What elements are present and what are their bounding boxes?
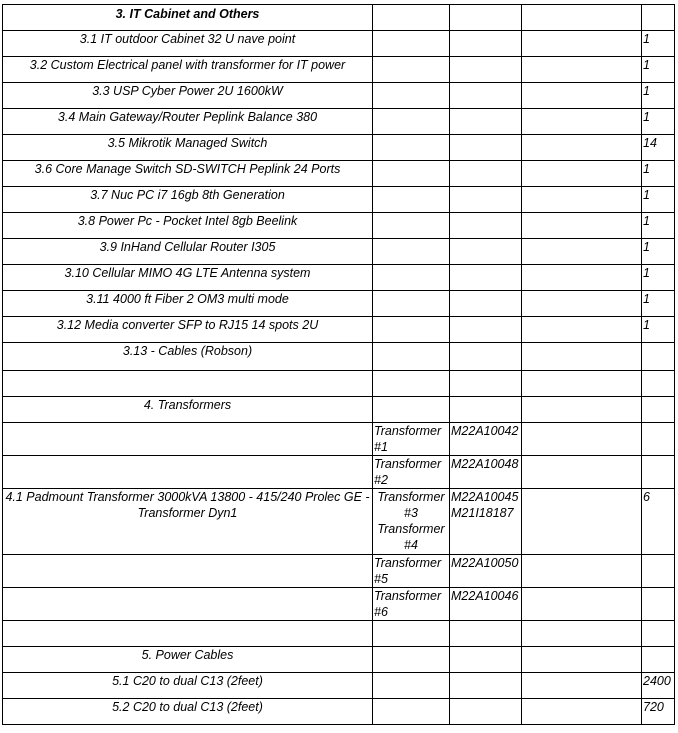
empty-cell — [450, 371, 522, 397]
item-description: 3.12 Media converter SFP to RJ15 14 spots 2U — [3, 317, 373, 343]
empty-cell — [3, 423, 373, 456]
unit-label-line: Transformer — [374, 589, 442, 603]
unit-label-line: Transformer — [374, 457, 442, 471]
table-row — [3, 187, 675, 213]
empty-cell — [450, 239, 522, 265]
item-quantity: 2400 — [642, 673, 675, 699]
table-row — [3, 699, 675, 725]
item-description: 3.2 Custom Electrical panel with transformer for IT power — [3, 57, 373, 83]
item-description: 5.2 C20 to dual C13 (2feet) — [3, 699, 373, 725]
item-description: 3.5 Mikrotik Managed Switch — [3, 135, 373, 161]
empty-cell — [522, 489, 642, 555]
empty-cell — [450, 5, 522, 31]
table-row — [3, 83, 675, 109]
serial-number: M21I18187 — [451, 506, 514, 520]
empty-cell — [642, 397, 675, 423]
empty-cell — [450, 621, 522, 647]
unit-label — [373, 588, 450, 621]
empty-cell — [642, 588, 675, 621]
empty-cell — [522, 397, 642, 423]
item-quantity: 1 — [642, 109, 675, 135]
empty-cell — [522, 135, 642, 161]
item-quantity: 1 — [642, 239, 675, 265]
item-description: 3.3 USP Cyber Power 2U 1600kW — [3, 83, 373, 109]
empty-cell — [522, 647, 642, 673]
table-row — [3, 555, 675, 588]
empty-cell — [373, 213, 450, 239]
section-title: 5. Power Cables — [3, 647, 373, 673]
item-quantity: 1 — [642, 213, 675, 239]
item-description: 3.1 IT outdoor Cabinet 32 U nave point — [3, 31, 373, 57]
empty-cell — [3, 456, 373, 489]
empty-cell — [373, 647, 450, 673]
item-quantity: 1 — [642, 317, 675, 343]
empty-cell — [642, 371, 675, 397]
empty-cell — [3, 371, 373, 397]
empty-cell — [373, 5, 450, 31]
empty-cell — [522, 5, 642, 31]
empty-cell — [522, 699, 642, 725]
empty-cell — [450, 109, 522, 135]
inventory-table — [2, 4, 675, 725]
table-row — [3, 161, 675, 187]
serial-number: M22A10042 — [450, 423, 522, 456]
empty-cell — [450, 83, 522, 109]
empty-cell — [522, 291, 642, 317]
item-quantity — [642, 343, 675, 371]
empty-cell — [642, 423, 675, 456]
section-title: 4. Transformers — [3, 397, 373, 423]
empty-cell — [522, 621, 642, 647]
empty-cell — [373, 161, 450, 187]
unit-label — [373, 423, 450, 456]
unit-label-line: Transformer — [374, 424, 442, 438]
empty-cell — [522, 317, 642, 343]
table-row — [3, 213, 675, 239]
empty-cell — [3, 555, 373, 588]
table-row — [3, 31, 675, 57]
empty-cell — [522, 161, 642, 187]
empty-cell — [522, 57, 642, 83]
empty-cell — [642, 5, 675, 31]
item-description: 3.10 Cellular MIMO 4G LTE Antenna system — [3, 265, 373, 291]
table-row — [3, 135, 675, 161]
empty-cell — [373, 317, 450, 343]
item-quantity: 1 — [642, 83, 675, 109]
item-quantity: 1 — [642, 57, 675, 83]
item-quantity: 1 — [642, 31, 675, 57]
empty-cell — [450, 57, 522, 83]
empty-cell — [450, 699, 522, 725]
item-quantity: 1 — [642, 291, 675, 317]
empty-cell — [450, 317, 522, 343]
serial-number: M22A10048 — [450, 456, 522, 489]
empty-cell — [373, 673, 450, 699]
empty-cell — [3, 588, 373, 621]
empty-cell — [450, 647, 522, 673]
empty-cell — [373, 291, 450, 317]
empty-cell — [373, 397, 450, 423]
empty-cell — [522, 371, 642, 397]
unit-number: #1 — [374, 440, 388, 454]
unit-label-line: Transformer — [377, 522, 445, 536]
empty-cell — [522, 187, 642, 213]
empty-cell — [3, 621, 373, 647]
table-row — [3, 291, 675, 317]
empty-cell — [642, 555, 675, 588]
empty-cell — [450, 265, 522, 291]
empty-cell — [522, 456, 642, 489]
item-quantity: 1 — [642, 265, 675, 291]
unit-number: #3 — [404, 506, 418, 520]
unit-label — [373, 489, 450, 555]
empty-cell — [522, 423, 642, 456]
table-row — [3, 343, 675, 371]
empty-cell — [450, 187, 522, 213]
table-row — [3, 109, 675, 135]
empty-cell — [373, 371, 450, 397]
empty-cell — [450, 291, 522, 317]
empty-cell — [522, 109, 642, 135]
empty-cell — [522, 673, 642, 699]
unit-number: #4 — [404, 538, 418, 552]
table-row — [3, 456, 675, 489]
empty-cell — [450, 31, 522, 57]
empty-cell — [373, 83, 450, 109]
unit-label — [373, 555, 450, 588]
empty-cell — [373, 109, 450, 135]
item-quantity: 1 — [642, 161, 675, 187]
item-description: 3.11 4000 ft Fiber 2 OM3 multi mode — [3, 291, 373, 317]
item-description: 3.6 Core Manage Switch SD-SWITCH Peplink 24 Ports — [3, 161, 373, 187]
blank-row — [3, 371, 675, 397]
empty-cell — [373, 265, 450, 291]
empty-cell — [522, 239, 642, 265]
unit-number: #5 — [374, 572, 388, 586]
table-row — [3, 57, 675, 83]
unit-number: #2 — [374, 473, 388, 487]
table-row — [3, 239, 675, 265]
empty-cell — [450, 161, 522, 187]
empty-cell — [522, 588, 642, 621]
empty-cell — [373, 699, 450, 725]
table-row — [3, 588, 675, 621]
empty-cell — [522, 83, 642, 109]
item-description: 4.1 Padmount Transformer 3000kVA 13800 - 415/240 Prolec GE - Transformer Dyn1 — [3, 489, 373, 555]
empty-cell — [373, 57, 450, 83]
empty-cell — [522, 343, 642, 371]
empty-cell — [450, 397, 522, 423]
serial-number: M22A10046 — [450, 588, 522, 621]
item-description: 5.1 C20 to dual C13 (2feet) — [3, 673, 373, 699]
empty-cell — [642, 456, 675, 489]
empty-cell — [642, 621, 675, 647]
item-description: 3.13 - Cables (Robson) — [3, 343, 373, 371]
empty-cell — [373, 343, 450, 371]
serial-numbers — [450, 489, 522, 555]
empty-cell — [522, 265, 642, 291]
section-header-row — [3, 647, 675, 673]
item-description: 3.4 Main Gateway/Router Peplink Balance 380 — [3, 109, 373, 135]
table-row — [3, 423, 675, 456]
empty-cell — [373, 239, 450, 265]
section-title: 3. IT Cabinet and Others — [3, 5, 373, 31]
item-quantity: 720 — [642, 699, 675, 725]
unit-label-line: Transformer — [374, 556, 442, 570]
empty-cell — [373, 135, 450, 161]
unit-number: #6 — [374, 605, 388, 619]
blank-row — [3, 621, 675, 647]
section-header-row — [3, 397, 675, 423]
item-quantity: 14 — [642, 135, 675, 161]
section-header-row — [3, 5, 675, 31]
empty-cell — [450, 343, 522, 371]
empty-cell — [522, 31, 642, 57]
table-row — [3, 317, 675, 343]
empty-cell — [522, 213, 642, 239]
empty-cell — [373, 31, 450, 57]
item-description: 3.7 Nuc PC i7 16gb 8th Generation — [3, 187, 373, 213]
serial-number: M22A10050 — [450, 555, 522, 588]
unit-label — [373, 456, 450, 489]
empty-cell — [522, 555, 642, 588]
item-description: 3.9 InHand Cellular Router I305 — [3, 239, 373, 265]
table-row — [3, 673, 675, 699]
empty-cell — [373, 621, 450, 647]
empty-cell — [450, 213, 522, 239]
item-description: 3.8 Power Pc - Pocket Intel 8gb Beelink — [3, 213, 373, 239]
unit-label-line: Transformer — [377, 490, 445, 504]
empty-cell — [450, 135, 522, 161]
table-row — [3, 489, 675, 555]
empty-cell — [373, 187, 450, 213]
item-quantity: 6 — [642, 489, 675, 555]
item-quantity: 1 — [642, 187, 675, 213]
empty-cell — [642, 647, 675, 673]
empty-cell — [450, 673, 522, 699]
table-row — [3, 265, 675, 291]
serial-number: M22A10045 — [451, 490, 519, 504]
